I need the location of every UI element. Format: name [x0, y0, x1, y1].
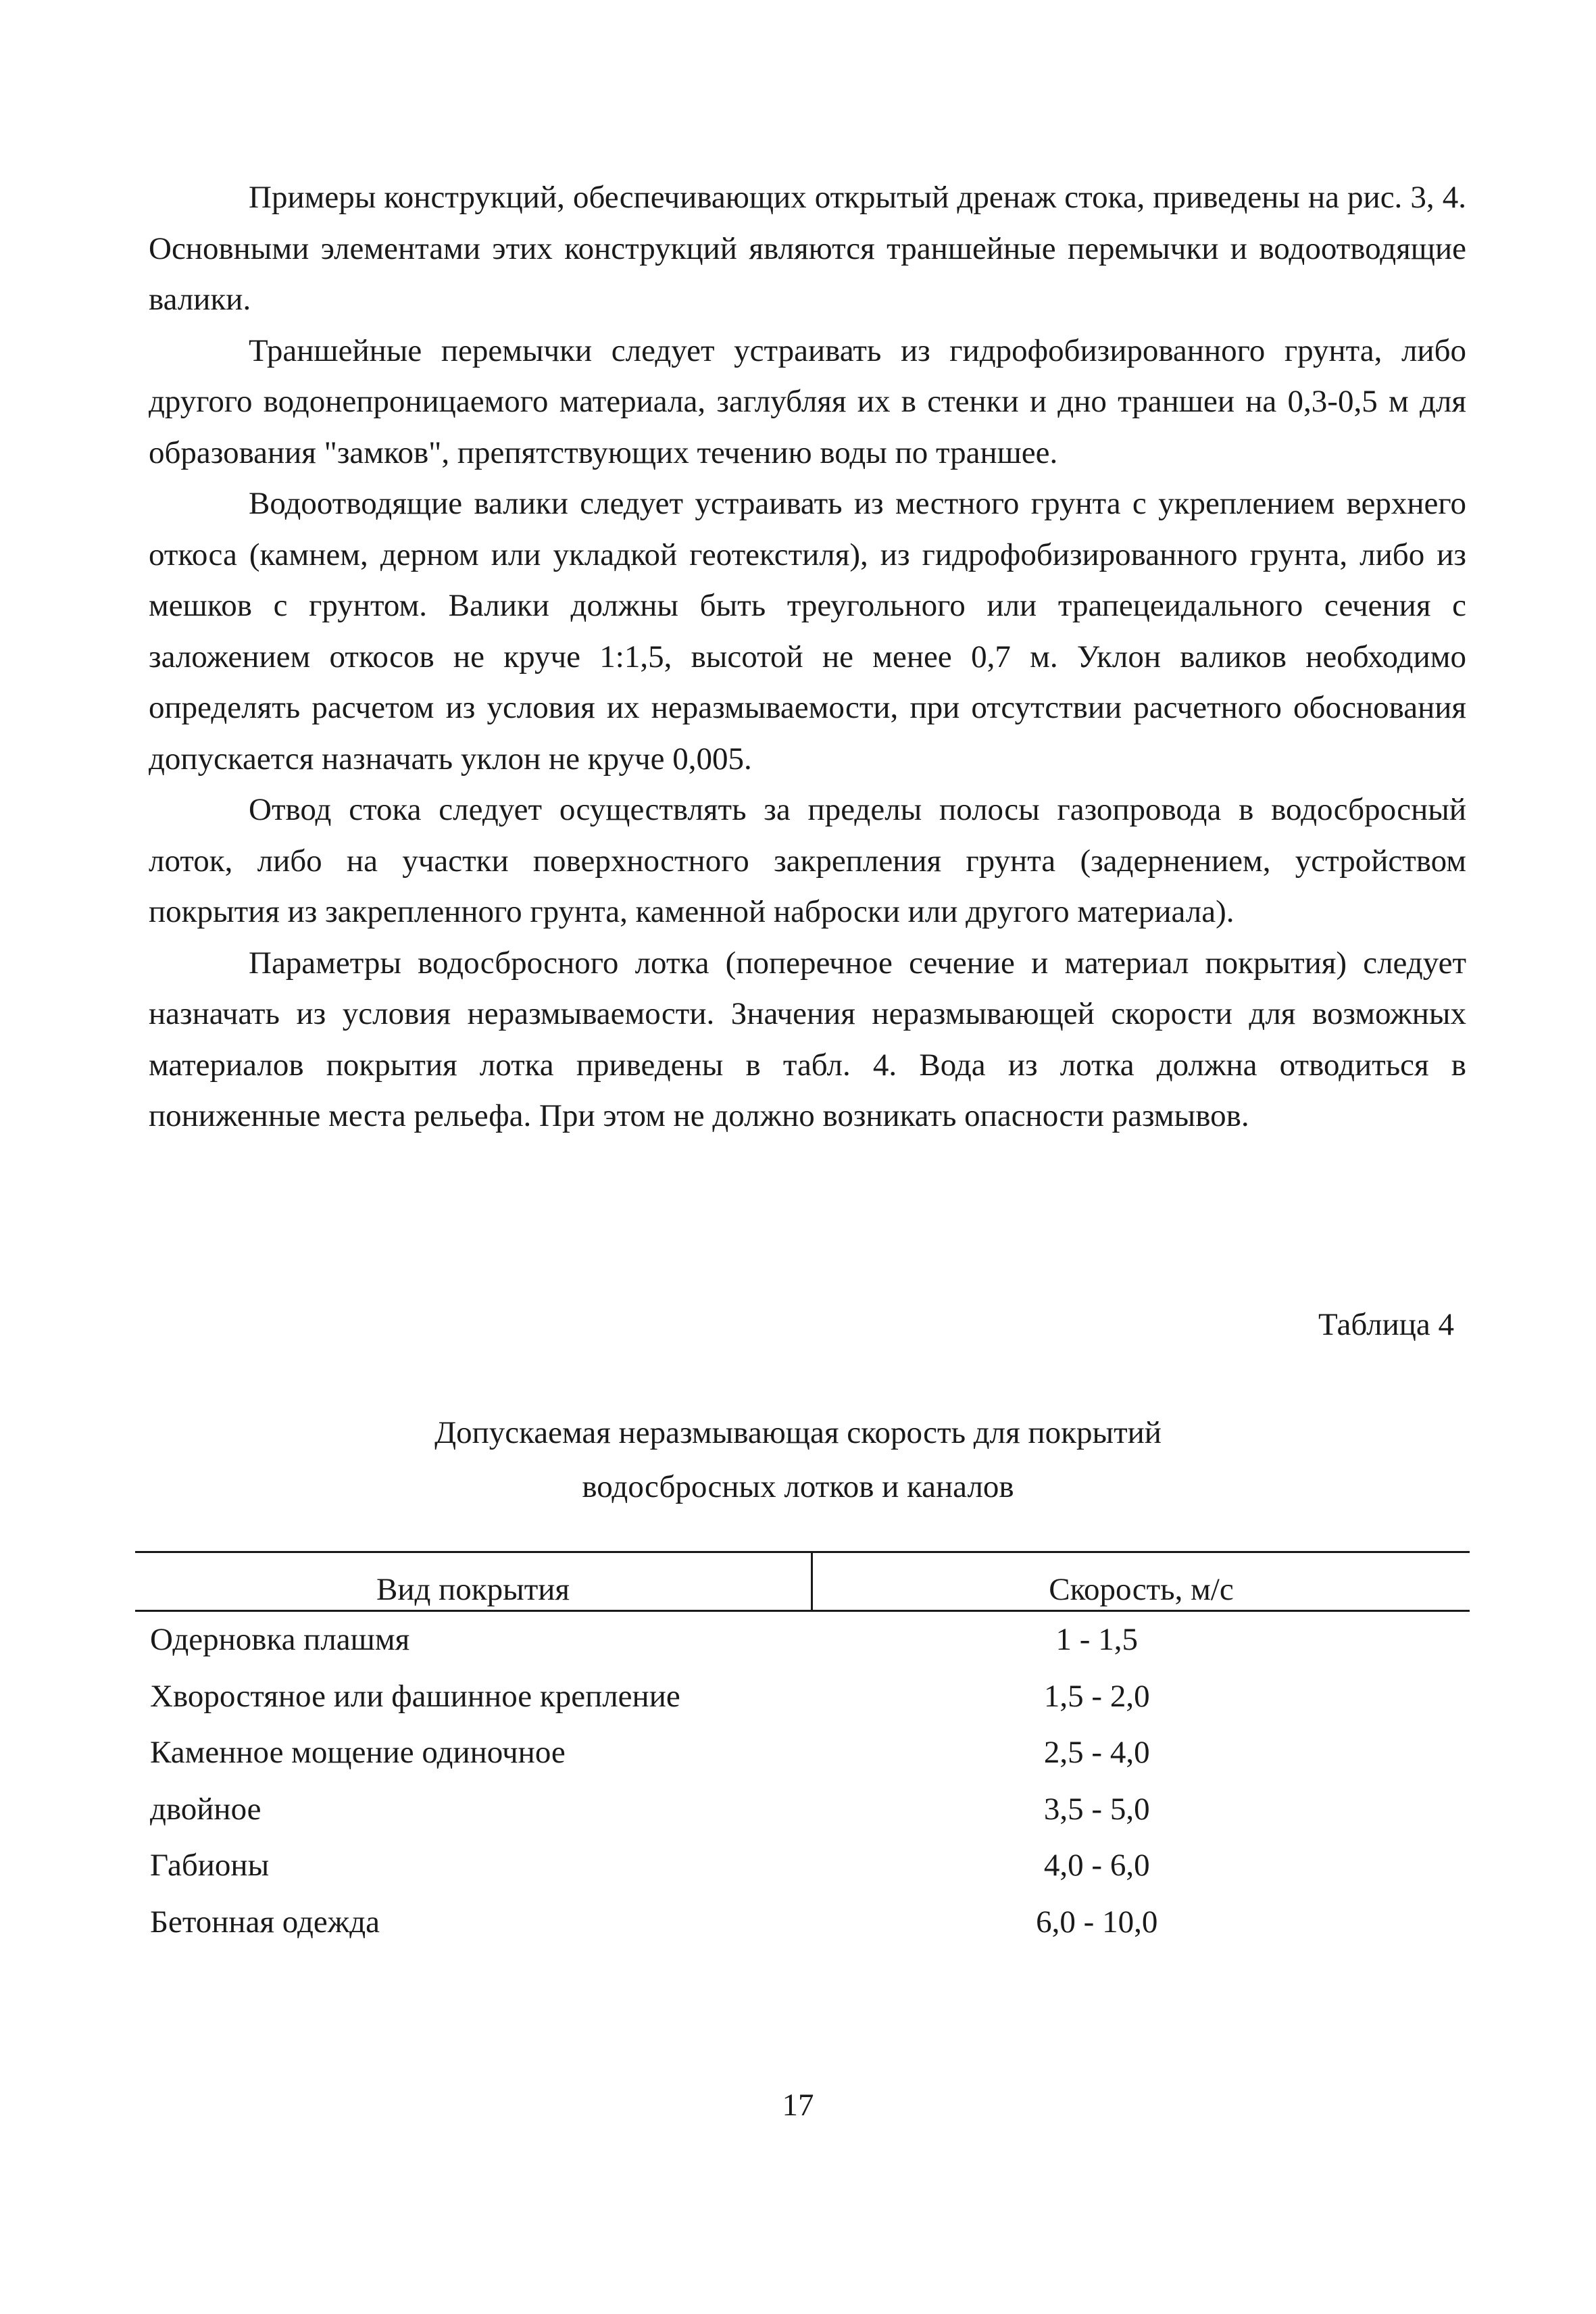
table-caption: Таблица 4: [1318, 1307, 1454, 1342]
cell-speed: 2,5 - 4,0: [1043, 1735, 1150, 1770]
paragraph-2: Траншейные перемычки следует устраивать из гидрофобизированного грунта, либо другого водонепроницаемого материала, заглубляя их в стенки и дно траншеи на 0,3-0,5 м для образования "замков", препятствующих течению воды по траншее.: [149, 333, 1466, 470]
table-row: [135, 1611, 1470, 1669]
cell-speed: 1,5 - 2,0: [1043, 1678, 1150, 1714]
cell-speed: 4,0 - 6,0: [1043, 1848, 1150, 1883]
cell-speed: 6,0 - 10,0: [1036, 1904, 1158, 1940]
speed-table-grid: [135, 1551, 1470, 1950]
table-row: [135, 1781, 1470, 1838]
speed-table: [135, 1551, 1470, 1950]
cell-type: Бетонная одежда: [150, 1904, 380, 1940]
paragraph-3: Водоотводящие валики следует устраивать из местного грунта с укреплением верхнего откоса (камнем, дерном или укладкой геотекстиля), из гидрофобизированного грунта, либо из мешков с грунтом. Валики должны быть треугольного или трапецеидального сечения с заложением откосов не круче 1:1,5, высотой не менее 0,7 м. Уклон валиков необходимо определять расчетом из условия их неразмываемости, при отсутствии расчетного обоснования допускается назначать уклон не круче 0,005.: [149, 486, 1466, 777]
table-row: [135, 1894, 1470, 1951]
page-number: 17: [782, 2088, 814, 2123]
cell-type: Каменное мощение одиночное: [150, 1735, 566, 1770]
cell-type: Хворостяное или фашинное крепление: [150, 1678, 680, 1714]
table-row: [135, 1669, 1470, 1725]
table-header-row: [135, 1552, 1470, 1611]
table-title-line-2: водосбросных лотков и каналов: [582, 1469, 1014, 1504]
cell-type: Габионы: [150, 1848, 270, 1883]
column-header-speed: Скорость, м/с: [812, 1552, 1470, 1611]
cell-type: двойное: [150, 1791, 261, 1827]
table-row: [135, 1838, 1470, 1894]
paragraph-5: Параметры водосбросного лотка (поперечное сечение и материал покрытия) следует назначать из условия неразмываемости. Значения неразмывающей скорости для возможных материалов покрытия лотка приведены в табл. 4. Вода из лотка должна отводиться в пониженные места рельефа. При этом не должно возникать опасности размывов.: [149, 945, 1466, 1133]
table-row: [135, 1725, 1470, 1781]
table-title-line-1: Допускаемая неразмывающая скорость для покрытий: [434, 1415, 1162, 1450]
paragraph-1: Примеры конструкций, обеспечивающих открытый дренаж стока, приведены на рис. 3, 4. Основными элементами этих конструкций являются траншейные перемычки и водоотводящие валики.: [149, 180, 1466, 317]
table-title: [0, 1406, 1596, 1514]
column-header-type: Вид покрытия: [135, 1552, 812, 1611]
cell-speed: 3,5 - 5,0: [1043, 1791, 1150, 1827]
cell-speed: 1 - 1,5: [1055, 1622, 1138, 1657]
paragraph-4: Отвод стока следует осуществлять за пределы полосы газопровода в водосбросный лоток, либо на участки поверхностного закрепления грунта (задернением, устройством покрытия из закрепленного грунта, каменной наброски или другого материала).: [149, 792, 1466, 929]
body-text: [149, 172, 1466, 1142]
cell-type: Одерновка плашмя: [150, 1622, 410, 1657]
